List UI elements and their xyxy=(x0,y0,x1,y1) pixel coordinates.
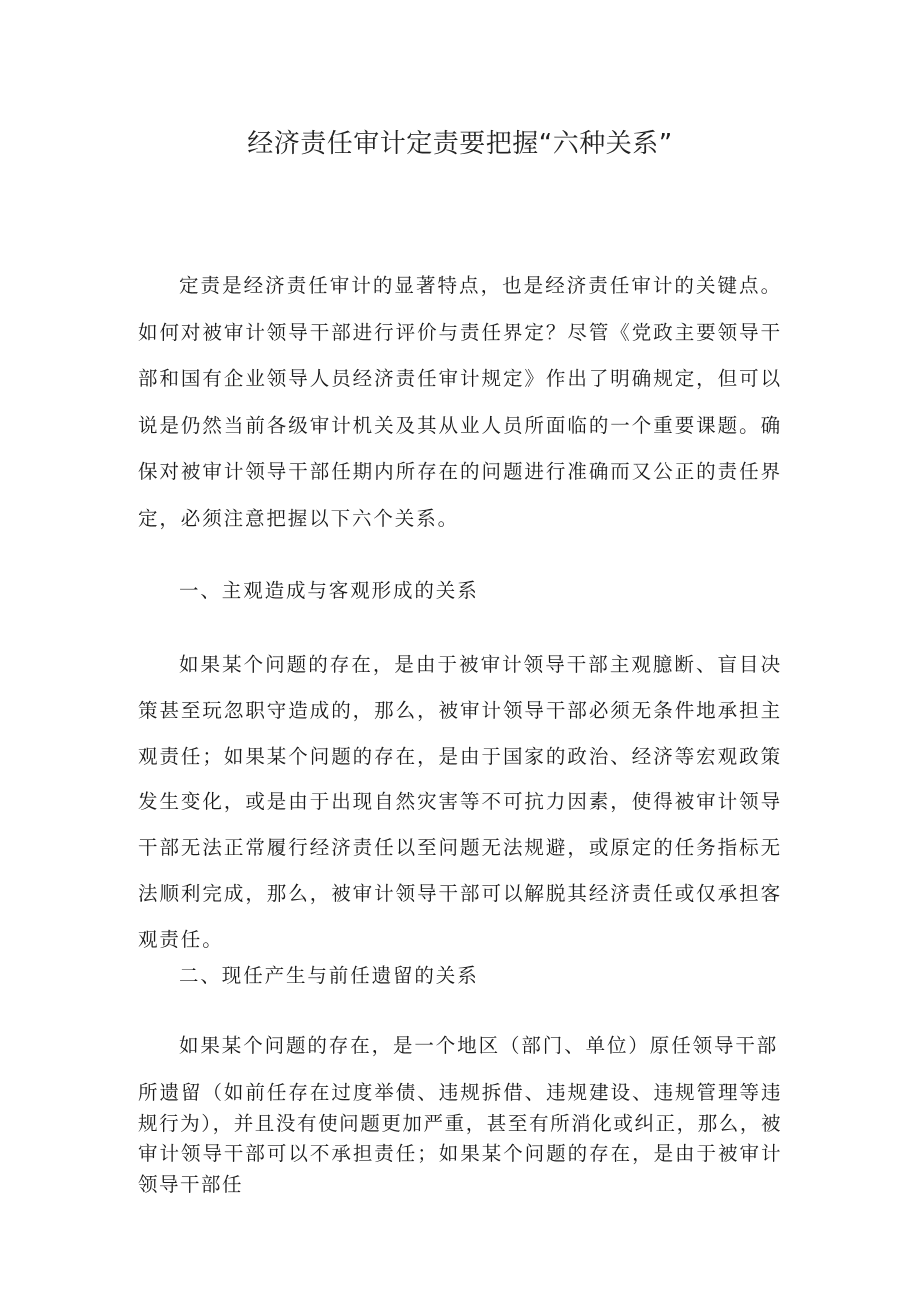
document-title: 经济责任审计定责要把握“六种关系” xyxy=(247,129,673,159)
section-2-heading: 二、现任产生与前任遗留的关系 xyxy=(179,964,479,987)
section-2-paragraph-continuation: 所遗留（如前任存在过度举债、违规拆借、违规建设、违规管理等违规行为），并且没有使问题更加严重，甚至有所消化或纠正，那么，被审计领导干部可以不承担责任；如果某个问题的存在，是由于被审计领导干部任 xyxy=(138,1081,782,1196)
section-1-paragraph: 如果某个问题的存在，是由于被审计领导干部主观臆断、盲目决策甚至玩忽职守造成的，那么，被审计领导干部必须无条件地承担主观责任；如果某个问题的存在，是由于国家的政治、经济等宏观政策发生变化，或是由于出现自然灾害等不可抗力因素，使得被审计领导干部无法正常履行经济责任以至问题无法规避，或原定的任务指标无法顺利完成，那么，被审计领导干部可以解脱其经济责任或仅承担客观责任。 xyxy=(138,653,782,951)
intro-paragraph: 定责是经济责任审计的显著特点，也是经济责任审计的关键点。如何对被审计领导干部进行评价与责任界定？尽管《党政主要领导干部和国有企业领导人员经济责任审计规定》作出了明确规定，但可以说是仍然当前各级审计机关及其从业人员所面临的一个重要课题。确保对被审计领导干部任期内所存在的问题进行准确而又公正的责任界定，必须注意把握以下六个关系。 xyxy=(138,274,782,530)
section-1-heading: 一、主观造成与客观形成的关系 xyxy=(179,579,479,602)
section-2-paragraph-first-line: 如果某个问题的存在，是一个地区（部门、单位）原任领导干部 xyxy=(179,1034,779,1057)
